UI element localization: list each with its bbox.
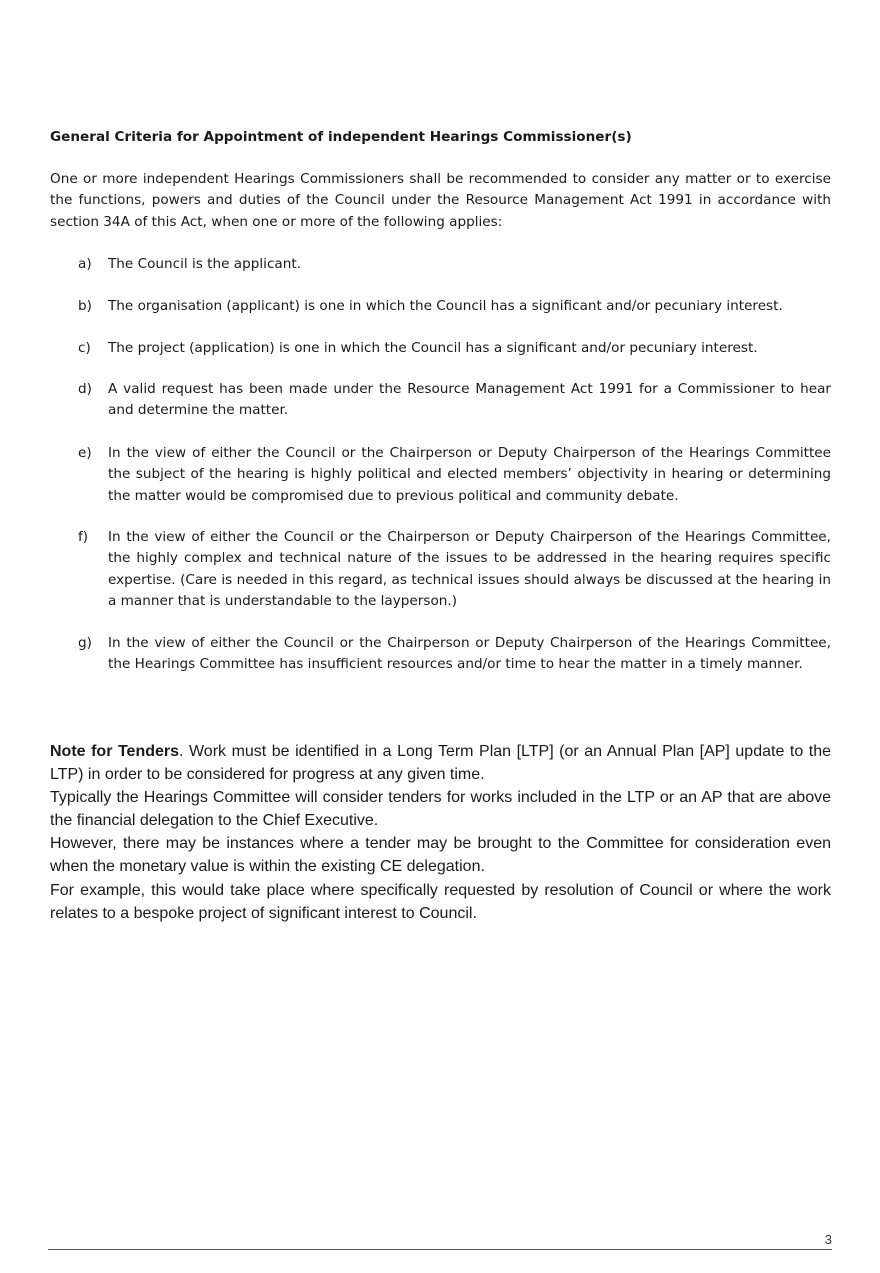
- tender-note-first-line: . Work must be identified in a Long Term Plan [LTP] (or an Annual Plan [AP] update to the LTP) in order to be considered for progress at any given time.: [50, 743, 831, 784]
- page-number: 3: [824, 1232, 832, 1247]
- tender-note-first-paragraph: [50, 740, 831, 786]
- criteria-item-d: [78, 379, 838, 422]
- criteria-item-b: [78, 296, 838, 317]
- criteria-marker: g): [78, 635, 92, 651]
- tender-note-label: Note for Tenders: [50, 743, 180, 760]
- criteria-text: In the view of either the Council or the Chairperson or Deputy Chairperson of the Hearings Committee, the Hearings Committee has insufficient resources and/or time to hear the matter in a timely manner.: [108, 635, 831, 673]
- criteria-item-g: [78, 633, 838, 676]
- criteria-marker: a): [78, 256, 92, 272]
- criteria-marker: b): [78, 298, 92, 314]
- section-heading: General Criteria for Appointment of independent Hearings Commissioner(s): [50, 129, 632, 145]
- footer-divider: [48, 1249, 832, 1250]
- criteria-item-c: [78, 338, 838, 359]
- tender-note-paragraph: However, there may be instances where a tender may be brought to the Committee for consideration even when the monetary value is within the existing CE delegation.: [50, 835, 831, 876]
- criteria-text: In the view of either the Council or the Chairperson or Deputy Chairperson of the Hearings Committee the subject of the hearing is highly political and elected members’ objectivity in hearing or determining the matter would be compromised due to previous political and community debate.: [108, 445, 831, 504]
- criteria-text: The organisation (applicant) is one in which the Council has a significant and/or pecuniary interest.: [108, 298, 783, 314]
- criteria-item-a: [78, 254, 838, 275]
- criteria-text: In the view of either the Council or the Chairperson or Deputy Chairperson of the Hearings Committee, the highly complex and technical nature of the issues to be addressed in the hearing requires specific expertise. (Care is needed in this regard, as technical issues should always be discussed at the hearing in a manner that is understandable to the layperson.): [108, 529, 831, 609]
- criteria-marker: f): [78, 529, 89, 545]
- criteria-text: The Council is the applicant.: [108, 256, 302, 272]
- criteria-item-e: [78, 443, 838, 507]
- criteria-marker: d): [78, 381, 92, 397]
- criteria-marker: c): [78, 340, 91, 356]
- tender-note: [50, 740, 831, 925]
- tender-note-paragraph: Typically the Hearings Committee will consider tenders for works included in the LTP or an AP that are above the financial delegation to the Chief Executive.: [50, 789, 831, 830]
- criteria-marker: e): [78, 445, 92, 461]
- criteria-text: A valid request has been made under the Resource Management Act 1991 for a Commissioner to hear and determine the matter.: [108, 381, 831, 419]
- intro-paragraph: One or more independent Hearings Commissioners shall be recommended to consider any matter or to exercise the functions, powers and duties of the Council under the Resource Management Act 1991 in accordance with section 34A of this Act, when one or more of the following applies:: [50, 171, 831, 230]
- tender-note-paragraph: For example, this would take place where specifically requested by resolution of Council or where the work relates to a bespoke project of significant interest to Council.: [50, 881, 831, 922]
- criteria-item-f: [78, 527, 838, 612]
- criteria-text: The project (application) is one in which the Council has a significant and/or pecuniary interest.: [108, 340, 758, 356]
